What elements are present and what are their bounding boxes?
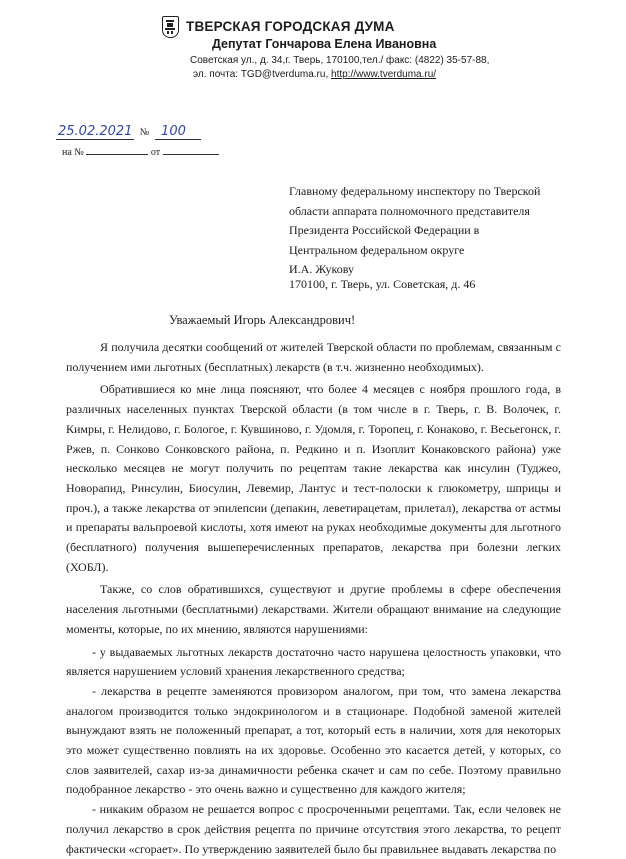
paragraph: Обратившиеся ко мне лица поясняют, что более 4 месяцев с ноября прошлого года, в различных населенных пунктах Тверской области (в том числе в г. Тверь, г. В. Волочек, г. Кимры, г. Нелидово, г. Бологое, г. Кувшиново, г. Удомля, г. Торопец, г. Конаково, г. Весьегонск, г. Ржев, п. Сонково Сонковского района, п. Редкино и п. Изоплит Конаковского района) уже несколько месяцев не могут получить по рецептам такие лекарства как инсулин (Туджео, Новорапид, Ринсулин, Биосулин, Левемир, Лантус и тест-полоски к глюкометру, шприцы и проч.), а также лекарства от эпилепсии (депакин, леветирацетам, прилетал), лекарства от астмы и препараты вальпроевой кислоты, хотя имеют на руках необходимые документы для льготного (бесплатного) получения вышеперечисленных препаратов, лекарства при болезни легких (ХОБЛ). xyxy=(66,382,561,574)
list-item: - лекарства в рецепте заменяются провизором аналогом, при том, что замена лекарства аналогом производится только эндокринологом и в стационаре. Подобной заменой жителей вынуждают взять не положенный препарат, а тот, который есть в наличии, хотя для некоторых это может существенно повлиять на их здоровье. Особенно это касается детей, у которых, со слов заявителей, сахар из-за динамичности ребенка скачет и сам по себе. Поэтому правильно подобранное лекарство - это очень важно и существенно для каждого жителя; xyxy=(66,683,561,797)
coat-of-arms-icon xyxy=(162,16,179,38)
email-label: эл. почта: TGD@tverduma.ru, xyxy=(193,69,329,80)
ref-date-blank xyxy=(163,145,219,155)
recipient-line: И.А. Жукову xyxy=(289,262,354,277)
deputy-name: Депутат Гончарова Елена Ивановна xyxy=(212,37,437,51)
recipient-address: 170100, г. Тверь, ул. Советская, д. 46 xyxy=(289,277,476,291)
recipient-line: области аппарата полномочного представителя xyxy=(289,203,530,218)
list-item: - никаким образом не решается вопрос с просроченными рецептами. Так, если человек не получил лекарство в срок действия рецепта по причине отсутствия этого лекарства, то рецепт фактически «сгорает». По утверждению заявителей было бы правильнее выдавать лекарства по xyxy=(66,802,561,856)
ref-number-blank xyxy=(86,145,148,155)
outgoing-date: 25.02.2021 xyxy=(58,124,133,139)
letterhead-address: Советская ул., д. 34,г. Тверь, 170100,тел./ факс: (4822) 35-57-88, xyxy=(190,55,490,66)
paragraph: Я получила десятки сообщений от жителей Тверской области по проблемам, связанным с получением ими льготных (бесплатных) лекарств (в т.ч. жизненно необходимых). xyxy=(66,340,561,374)
organization-name: ТВЕРСКАЯ ГОРОДСКАЯ ДУМА xyxy=(186,19,395,34)
ref-prefix: на № xyxy=(62,147,84,158)
recipient-line: Центральном федеральном округе xyxy=(289,242,465,257)
reference-line xyxy=(62,145,219,158)
list-item: - у выдаваемых льготных лекарств достаточно часто нарушена целостность упаковки, что является нарушением условий хранения лекарственного средства; xyxy=(66,644,561,679)
number-label: № xyxy=(139,127,150,138)
outgoing-number: 100 xyxy=(155,124,201,140)
website-link[interactable]: http://www.tverduma.ru/ xyxy=(331,69,437,80)
letter-body xyxy=(66,338,561,859)
recipient-line: Президента Российской Федерации в xyxy=(289,223,480,238)
recipient-line: Главному федеральному инспектору по Тверской xyxy=(289,184,541,198)
recipient-block xyxy=(289,182,589,280)
paragraph: Также, со слов обратившихся, существуют и другие проблемы в сфере обеспечения населения льготными (бесплатными) лекарствами. Жители обращают внимание на следующие моменты, которые, по их мнению, являются нарушениями: xyxy=(66,582,561,636)
greeting: Уважаемый Игорь Александрович! xyxy=(169,313,356,327)
ref-from: от xyxy=(150,147,161,158)
registration-line xyxy=(56,124,201,140)
letterhead-contacts xyxy=(193,69,436,80)
